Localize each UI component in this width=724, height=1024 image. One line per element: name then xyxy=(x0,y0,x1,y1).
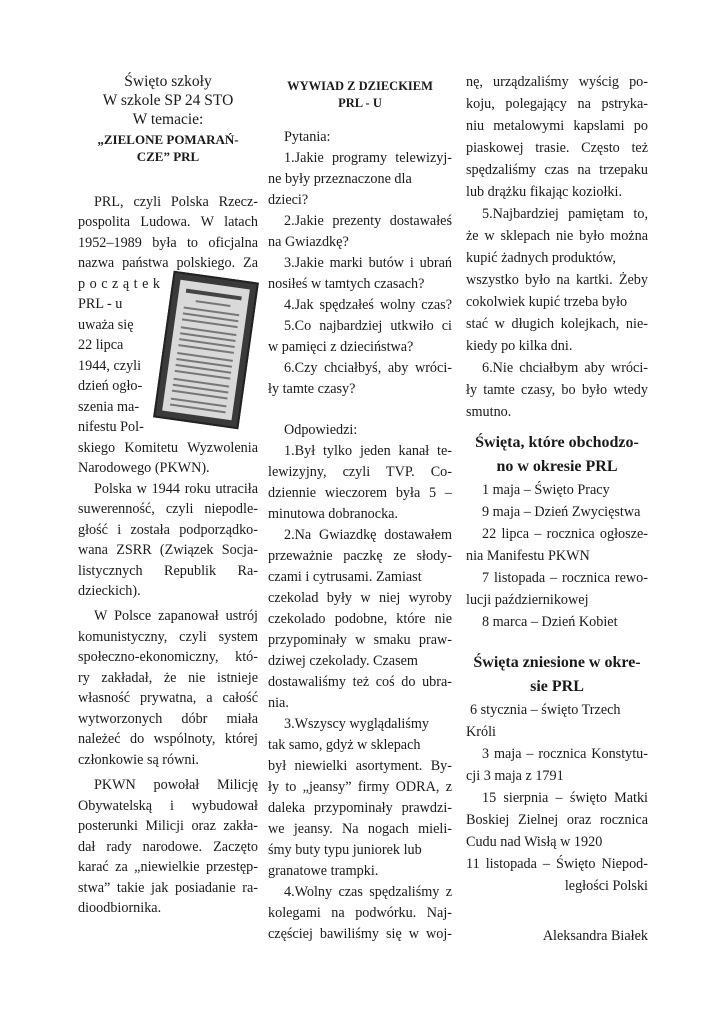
text-line: 5.Najbardziej pamiętam to, xyxy=(482,206,648,222)
text-line: nifestu Pol- xyxy=(78,419,144,435)
text-line: skiego Komitetu Wyzwolenia xyxy=(78,440,258,456)
text-line: Obywatelską i wybudował xyxy=(78,798,258,814)
text-line: 3.Jakie marki butów i ubrań xyxy=(284,255,452,271)
text-line: nosiłeś w tamtych czasach? xyxy=(268,276,425,292)
text-line: lub drążku fikając koziołki. xyxy=(466,184,623,200)
holidays-heading-line: no w okresie PRL xyxy=(496,458,618,475)
text-line: PRL, czyli Polska Rzecz- xyxy=(94,194,258,210)
text-line: PKWN powołał Milicję xyxy=(94,777,258,793)
text-line: częściej bawiliśmy się w woj- xyxy=(268,926,452,942)
text-line: 1.Był tylko jeden kanał te- xyxy=(284,443,452,459)
text-line: 22 lipca xyxy=(78,337,124,353)
text-line: dziennie wieczorem była 5 – xyxy=(268,485,452,501)
article-title: Święto szkoły xyxy=(124,73,212,90)
text-line: kiedy po kilka dni. xyxy=(466,338,573,354)
text-line: ry zakładał, że nie istnieje xyxy=(78,670,258,686)
text-line: minutowa dobranocka. xyxy=(268,506,399,522)
text-line: ne były przeznaczone dla xyxy=(268,171,412,187)
text-line: 4.Jak spędzałeś wolny czas? xyxy=(284,297,452,313)
text-line: spędzaliśmy czas na trzepaku xyxy=(466,162,648,178)
text-line: W Polsce zapanował ustrój xyxy=(94,608,258,624)
text-line: listycznych Republik Ra- xyxy=(78,563,258,579)
text-line: nazwa państwa polskiego. Za xyxy=(78,255,258,271)
text-line: PRL - u xyxy=(78,296,123,312)
abolished-heading: Święta zniesione w okre- xyxy=(473,654,641,671)
text-line: czekolado podobne, które nie xyxy=(268,611,452,627)
abolished-item: 15 sierpnia – święto Matki xyxy=(482,790,648,806)
text-line: piaskowej trasie. Często też xyxy=(466,140,648,156)
text-line: należeć do wspólnoty, której xyxy=(78,731,258,747)
abolished-item: Boskiej Zielnej oraz rocznica xyxy=(466,812,648,828)
text-line: karać za „niewielkie przestęp- xyxy=(78,859,258,875)
text-line: Narodowego (PKWN). xyxy=(78,460,210,476)
text-line: dzieckich). xyxy=(78,583,141,599)
text-line: dał rady narodowe. Zaczęto xyxy=(78,839,258,855)
text-line: 1.Jakie programy telewizyj- xyxy=(284,150,452,166)
text-line: członkowie są równi. xyxy=(78,752,199,768)
text-line: czekolad były w niej wyroby xyxy=(268,590,452,606)
manifesto-photo xyxy=(153,271,259,430)
text-line: kolegami na podwórku. Naj- xyxy=(268,905,452,921)
abolished-item: Króli xyxy=(466,724,496,740)
text-line: przypominały w smaku praw- xyxy=(268,632,452,648)
text-line: lewizyjny, czyli TVP. Co- xyxy=(268,464,452,480)
text-line: stwa” takie jak posiadanie ra- xyxy=(78,880,258,896)
text-line: dostawaliśmy też coś do ubra- xyxy=(268,674,452,690)
abolished-item: 6 stycznia – święto Trzech xyxy=(470,702,621,718)
text-line: we jeansy. Na nogach mieli- xyxy=(268,821,452,837)
text-line: uważa się xyxy=(78,317,134,333)
abolished-item: 3 maja – rocznica Konstytu- xyxy=(482,746,648,762)
text-line: dzieci? xyxy=(268,192,309,208)
article-subtitle: „ZIELONE POMARAŃ- xyxy=(97,132,239,147)
text-line: dziwej czekolady. Czasem xyxy=(268,653,418,669)
text-line: komunistyczny, czyli system xyxy=(78,629,258,645)
text-line: 4.Wolny czas spędzaliśmy z xyxy=(284,884,452,900)
article-title-line: W szkole SP 24 STO xyxy=(102,92,234,109)
text-line: wana ZSRR (Związek Socja- xyxy=(78,542,258,558)
text-line: 6.Nie chciałbym aby wróci- xyxy=(482,360,648,376)
abolished-heading-line: sie PRL xyxy=(530,678,584,695)
text-line: w pamięci z dzieciństwa? xyxy=(268,339,414,355)
text-line: daleka przypominały prawdzi- xyxy=(268,800,452,816)
text-line: Pytania: xyxy=(284,129,331,145)
text-line: koju, polegający na pstryka- xyxy=(466,96,648,112)
text-line: na Gwiazdkę? xyxy=(268,234,349,250)
interview-title: WYWIAD Z DZIECKIEM xyxy=(287,79,433,93)
text-line: ły tamte czasy, bo było wtedy xyxy=(466,382,648,398)
text-line: był niewielki asortyment. By- xyxy=(268,758,452,774)
abolished-item: cji 3 maja z 1791 xyxy=(466,768,564,784)
holiday-item: lucji październikowej xyxy=(466,592,589,608)
text-line: tak samo, gdyż w sklepach xyxy=(268,737,421,753)
holiday-item: 22 lipca – rocznica ogłosze- xyxy=(482,526,648,542)
text-line: 1944, czyli xyxy=(78,358,142,374)
text-line: 6.Czy chciałbyś, aby wróci- xyxy=(284,360,452,376)
text-line: kupić żadnych produktów, xyxy=(466,250,616,266)
holiday-item: 1 maja – Święto Pracy xyxy=(482,482,610,498)
text-line: własność prywatna, a całość xyxy=(78,690,258,706)
text-line: Odpowiedzi: xyxy=(284,422,358,438)
text-line: dzień ogło- xyxy=(78,378,143,394)
text-line: czami i cytrusami. Zamiast xyxy=(268,569,422,585)
text-line: 2.Na Gwiazdkę dostawałem xyxy=(284,527,452,543)
holidays-heading: Święta, które obchodzo- xyxy=(475,434,639,451)
text-line: ły tamte czasy? xyxy=(268,381,356,397)
text-line: nia. xyxy=(268,695,289,711)
text-line: społeczno-ekonomiczny, któ- xyxy=(78,649,258,665)
text-line: suwerenność, czyli niepodle- xyxy=(78,501,258,517)
text-line: wytworzonych dóbr miała xyxy=(78,711,258,727)
text-line: 3.Wszyscy wyglądaliśmy xyxy=(284,716,429,732)
text-line: niu metalowymi kapslami po xyxy=(466,118,648,134)
text-line: smutno. xyxy=(466,404,512,420)
author-signature: Aleksandra Białek xyxy=(542,928,648,944)
abolished-item: ległości Polski xyxy=(564,878,648,894)
holiday-item: 7 listopada – rocznica rewo- xyxy=(482,570,648,586)
manifesto-paper xyxy=(162,280,250,420)
text-line: 1952–1989 była to oficjalna xyxy=(78,235,258,251)
text-line: Polska w 1944 roku utraciła xyxy=(94,481,258,497)
text-line: 2.Jakie prezenty dostawałeś xyxy=(284,213,452,229)
text-line: ły to „jeansy” firmy ODRA, z xyxy=(268,779,452,795)
holiday-item: 8 marca – Dzień Kobiet xyxy=(482,614,618,630)
text-line: głość i została podporządko- xyxy=(78,522,258,538)
text-line: wszystko było na kartki. Żeby xyxy=(466,272,648,288)
text-line: nę, urządzaliśmy wyścig po- xyxy=(466,74,648,90)
text-line: p o c z ą t e k xyxy=(78,276,160,292)
text-line: przeważnie paczkę ze słody- xyxy=(268,548,452,564)
interview-title-line: PRL - U xyxy=(338,96,382,110)
text-line: stać w długich kolejkach, nie- xyxy=(466,316,648,332)
text-line: szenia ma- xyxy=(78,399,140,415)
text-line: granatowe trampki. xyxy=(268,863,379,879)
text-line: dioodbiornika. xyxy=(78,900,162,916)
article-title-line: W temacie: xyxy=(132,111,204,128)
text-line: pospolita Ludowa. W latach xyxy=(78,214,258,230)
text-line: że w sklepach nie było można xyxy=(466,228,648,244)
text-line: śmy buty typu juniorek lub xyxy=(268,842,422,858)
article-subtitle: CZE” PRL xyxy=(136,149,200,164)
abolished-item: 11 listopada – Święto Niepod- xyxy=(466,856,648,872)
text-line: cokolwiek kupić trzeba było xyxy=(466,294,628,310)
holiday-item: nia Manifestu PKWN xyxy=(466,548,590,564)
abolished-item: Cudu nad Wisłą w 1920 xyxy=(466,834,603,850)
text-line: 5.Co najbardziej utkwiło ci xyxy=(284,318,452,334)
text-line: posterunki Milicji oraz zakła- xyxy=(78,818,258,834)
holiday-item: 9 maja – Dzień Zwycięstwa xyxy=(482,504,641,520)
